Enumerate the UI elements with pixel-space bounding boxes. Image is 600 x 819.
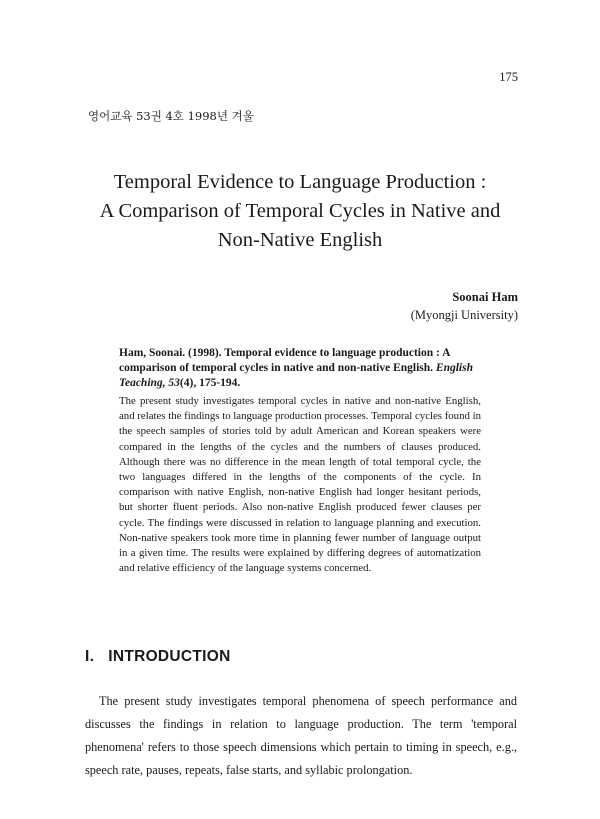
title-line-1: Temporal Evidence to Language Production : — [113, 171, 487, 193]
section-heading — [85, 648, 231, 666]
title-line-3: Non-Native English — [217, 229, 383, 251]
author-affiliation: (Myongji University) — [410, 308, 518, 322]
citation — [119, 346, 481, 391]
intro-paragraph: The present study investigates temporal phenomena of speech performance and discusses the findings in relation to language production. The term 'temporal phenomena' refers to those speech dimensions which pertain to timing in speech, e.g., speech rate, pauses, repeats, false starts, and syllabic prolongation. — [85, 694, 517, 777]
citation-tail: (4), 175-194. — [179, 377, 241, 389]
journal-header: 영어교육 53권 4호 1998년 겨울 — [88, 109, 254, 123]
abstract: The present study investigates temporal cycles in native and non-native English, and relates the findings to language production processes. Temporal cycles found in the speech samples of stories told by adult American and Korean speakers were compared in the lengths of the cycles and the numbers of clauses produced. Although there was no difference in the mean length of total temporal cycle, the two languages differed in the lengths of the components of the cycle. In comparison with native English, non-native English had longer hesitant periods, but shorter fluent periods. Also non-native English produced fewer clauses per cycle. The findings were discussed in relation to language planning and execution. Non-native speakers took more time in planning fewer number of language output in a given time. The results were explained by differing degrees of automatization and relative efficiency of the language systems concerned. — [119, 395, 481, 575]
section-title: INTRODUCTION — [108, 648, 231, 665]
citation-journal: English Teaching, 53 — [119, 362, 473, 389]
page-number: 175 — [499, 70, 518, 84]
author-name: Soonai Ham — [452, 290, 518, 304]
title-line-2: A Comparison of Temporal Cycles in Native and — [99, 200, 501, 222]
author-block — [411, 288, 518, 324]
citation-lead: Ham, Soonai. (1998). Temporal evidence to language production : A comparison of temporal cycles in native and non-native English. — [119, 347, 450, 374]
section-number: I. — [85, 648, 95, 665]
paper-title — [40, 168, 560, 255]
